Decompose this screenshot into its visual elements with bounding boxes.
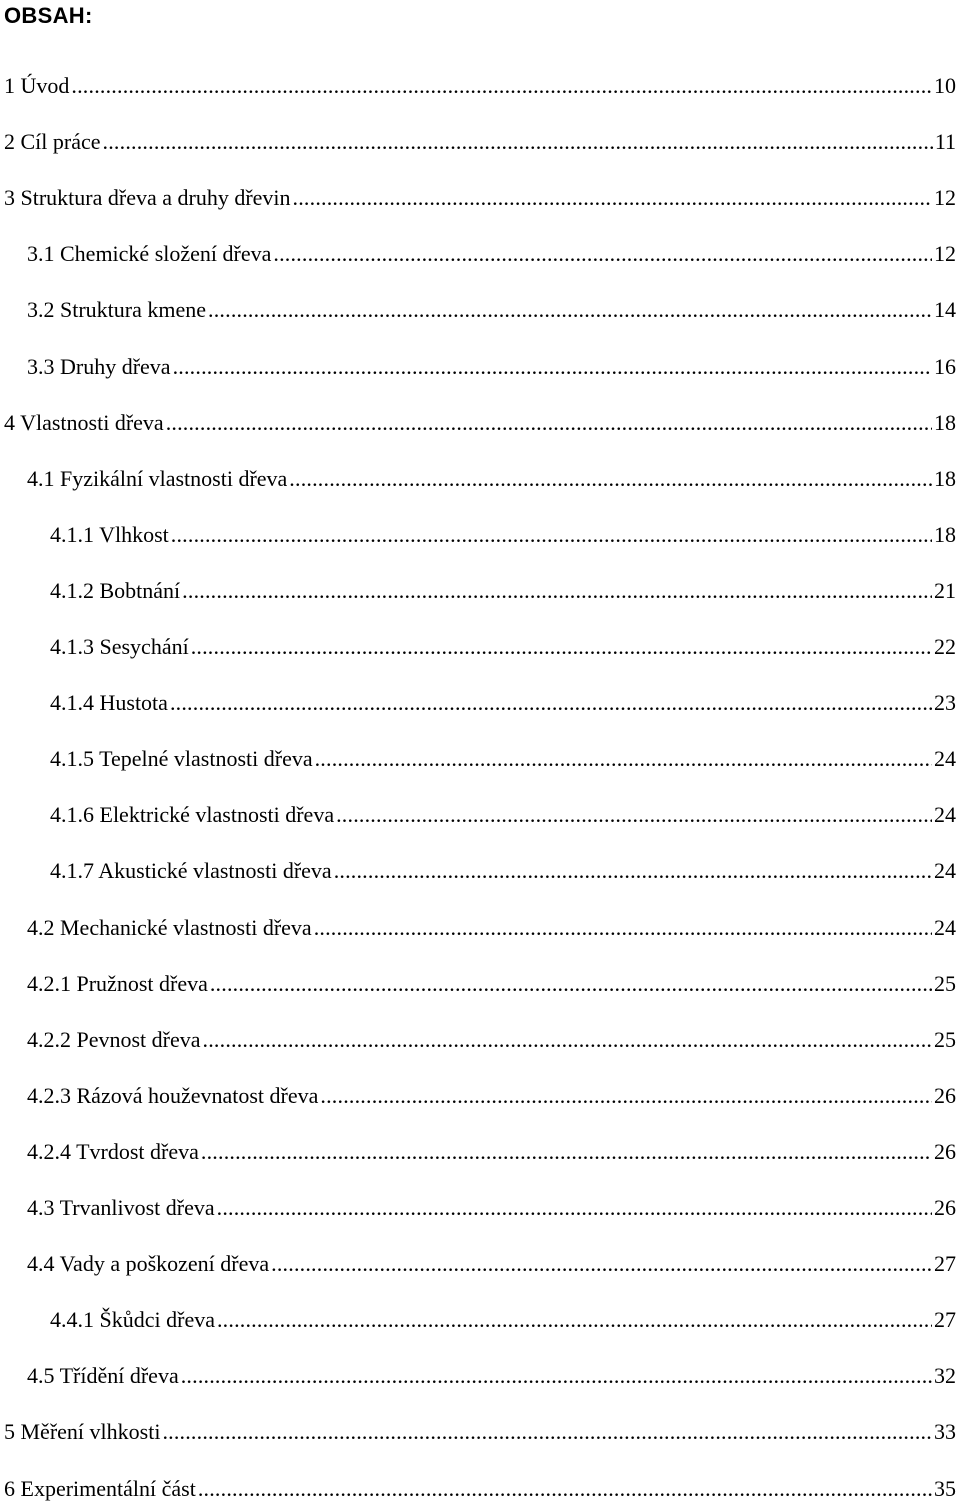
toc-entry-page: 14	[934, 297, 956, 323]
toc-entry-page: 24	[934, 746, 956, 772]
toc-entry-label: 1 Úvod	[4, 71, 70, 101]
toc-dot-leader	[203, 1025, 932, 1055]
toc-entry-label: 4.1 Fyzikální vlastnosti dřeva	[27, 464, 288, 494]
toc-entry[interactable]	[27, 1025, 956, 1055]
toc-entry-page: 25	[934, 970, 956, 996]
toc-dot-leader	[217, 1305, 932, 1335]
toc-entry[interactable]	[50, 576, 956, 606]
toc-dot-leader	[71, 71, 932, 101]
toc-entry-label: 3.3 Druhy dřeva	[27, 352, 172, 382]
toc-entry-page: 27	[934, 1251, 956, 1277]
toc-entry[interactable]	[4, 1474, 956, 1504]
toc-entry[interactable]	[27, 913, 956, 943]
toc-dot-leader	[334, 856, 932, 886]
toc-entry[interactable]	[27, 969, 956, 999]
toc-entry-page: 33	[934, 1419, 956, 1445]
toc-entry-label: 6 Experimentální část	[4, 1474, 197, 1504]
toc-entry-page: 11	[934, 129, 956, 155]
toc-entry[interactable]	[27, 1249, 956, 1279]
toc-entry[interactable]	[50, 688, 956, 718]
toc-dot-leader	[198, 1474, 932, 1504]
toc-entry-page: 25	[934, 1026, 956, 1052]
toc-dot-leader	[182, 576, 932, 606]
toc-dot-leader	[181, 1361, 932, 1391]
toc-entry-page: 26	[934, 1082, 956, 1108]
toc-entry-label: 4 Vlastnosti dřeva	[4, 408, 165, 438]
toc-entry-page: 24	[934, 858, 956, 884]
toc-entry[interactable]	[50, 520, 956, 550]
toc-entry[interactable]	[27, 239, 956, 269]
toc-entry-page: 27	[934, 1307, 956, 1333]
toc-dot-leader	[271, 1249, 932, 1279]
toc-entry-page: 12	[934, 185, 956, 211]
toc-entry[interactable]	[4, 408, 956, 438]
toc-entry-label: 4.1.7 Akustické vlastnosti dřeva	[50, 856, 333, 886]
toc-entry[interactable]	[27, 1193, 956, 1223]
toc-entry-label: 4.1.1 Vlhkost	[50, 520, 170, 550]
toc-entry-label: 4.1.2 Bobtnání	[50, 576, 181, 606]
toc-entry[interactable]	[50, 632, 956, 662]
toc-entry-page: 23	[934, 690, 956, 716]
toc-entry[interactable]	[27, 1361, 956, 1391]
toc-entry-label: 4.2.1 Pružnost dřeva	[27, 969, 209, 999]
toc-entry-label: 4.2.2 Pevnost dřeva	[27, 1025, 202, 1055]
toc-entry-label: 4.5 Třídění dřeva	[27, 1361, 180, 1391]
toc-dot-leader	[273, 239, 932, 269]
toc-dot-leader	[314, 913, 932, 943]
toc-entry-label: 4.2.4 Tvrdost dřeva	[27, 1137, 200, 1167]
toc-entry[interactable]	[50, 1305, 956, 1335]
toc-entry-label: 4.1.4 Hustota	[50, 688, 169, 718]
toc-entry-label: 4.4.1 Škůdci dřeva	[50, 1305, 216, 1335]
toc-entry[interactable]	[27, 295, 956, 325]
toc-entry-label: 4.1.6 Elektrické vlastnosti dřeva	[50, 800, 335, 830]
toc-dot-leader	[173, 352, 932, 382]
toc-dot-leader	[166, 408, 932, 438]
toc-dot-leader	[171, 520, 932, 550]
toc-entry[interactable]	[4, 183, 956, 213]
toc-entry[interactable]	[27, 464, 956, 494]
toc-dot-leader	[103, 127, 933, 157]
toc-dot-leader	[289, 464, 932, 494]
toc-entry-page: 24	[934, 802, 956, 828]
toc-entry-page: 26	[934, 1138, 956, 1164]
toc-entry-page: 18	[934, 465, 956, 491]
toc-entry[interactable]	[50, 856, 956, 886]
toc-entry-page: 22	[934, 634, 956, 659]
toc-entry-label: 3 Struktura dřeva a druhy dřevin	[4, 183, 292, 213]
toc-dot-leader	[315, 744, 932, 774]
toc-entry-page: 21	[934, 577, 956, 603]
toc-entry[interactable]	[27, 352, 956, 382]
toc-dot-leader	[320, 1081, 932, 1111]
toc-dot-leader	[170, 688, 932, 718]
toc-dot-leader	[162, 1417, 932, 1447]
toc-entry-page: 16	[934, 353, 956, 379]
toc-entry-page: 26	[934, 1195, 956, 1220]
toc-entry[interactable]	[4, 127, 956, 157]
toc-entry[interactable]	[4, 1417, 956, 1447]
toc-entry-label: 5 Měření vlhkosti	[4, 1417, 161, 1447]
toc-entry-label: 4.1.3 Sesychání	[50, 632, 190, 662]
toc-dot-leader	[201, 1137, 932, 1167]
toc-dot-leader	[210, 969, 932, 999]
toc-entry-label: 4.2.3 Rázová houževnatost dřeva	[27, 1081, 319, 1111]
toc-entry-page: 18	[934, 521, 956, 547]
toc-dot-leader	[293, 183, 932, 213]
toc-entry-page: 24	[934, 914, 956, 940]
toc-entry-page: 12	[934, 241, 956, 267]
toc-entry-label: 4.4 Vady a poškození dřeva	[27, 1249, 270, 1279]
toc-entry-label: 2 Cíl práce	[4, 127, 102, 157]
toc-entry-label: 4.2 Mechanické vlastnosti dřeva	[27, 913, 313, 943]
toc-entry-page: 10	[934, 73, 956, 98]
toc-entry-page: 35	[934, 1475, 956, 1501]
toc-entry-label: 4.1.5 Tepelné vlastnosti dřeva	[50, 744, 314, 774]
toc-dot-leader	[217, 1193, 932, 1223]
toc-entry[interactable]	[50, 800, 956, 830]
toc-dot-leader	[208, 295, 932, 325]
toc-entry-page: 18	[934, 409, 956, 435]
toc-entry-page: 32	[934, 1363, 956, 1389]
toc-entry-label: 4.3 Trvanlivost dřeva	[27, 1193, 216, 1223]
toc-dot-leader	[191, 632, 932, 662]
toc-entry[interactable]	[27, 1137, 956, 1167]
toc-entry-label: 3.1 Chemické složení dřeva	[27, 239, 272, 269]
toc-entry-label: 3.2 Struktura kmene	[27, 295, 207, 325]
toc-entry[interactable]	[4, 71, 956, 101]
toc-entry[interactable]	[27, 1081, 956, 1111]
toc-dot-leader	[336, 800, 932, 830]
toc-entry[interactable]	[50, 744, 956, 774]
toc-heading: OBSAH:	[4, 3, 93, 28]
